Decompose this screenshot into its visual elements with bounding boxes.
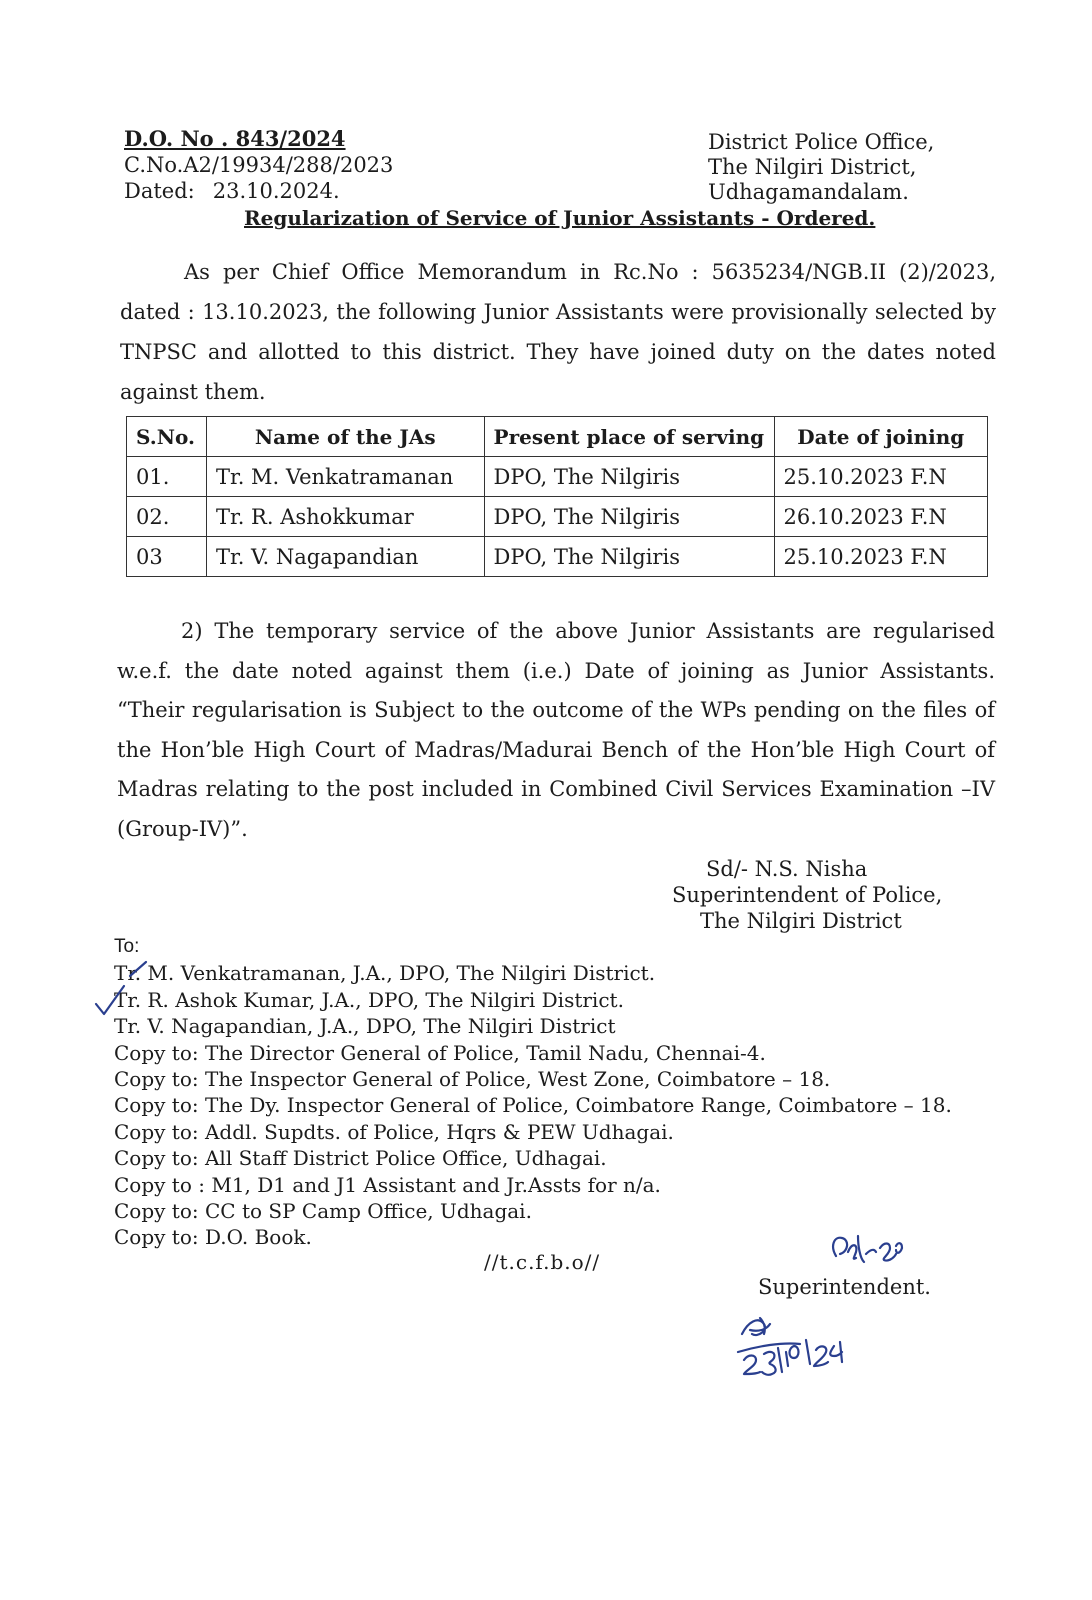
table-cell: 25.10.2023 F.N (774, 537, 987, 577)
junior-assistants-table (126, 416, 988, 577)
column-header: Present place of serving (484, 417, 774, 457)
office-address (708, 130, 934, 205)
list-item: Copy to: D.O. Book. (114, 1225, 312, 1250)
dated-line (124, 178, 393, 204)
office-line: Udhagamandalam. (708, 180, 909, 204)
table-cell: DPO, The Nilgiris (484, 457, 774, 497)
reference-block (124, 126, 393, 204)
signatory-name: Sd/- N.S. Nisha (706, 857, 868, 881)
dated-label: Dated: (124, 179, 195, 203)
initials-underline (738, 1343, 800, 1352)
table-cell: Tr. V. Nagapandian (206, 537, 484, 577)
table-cell: DPO, The Nilgiris (484, 537, 774, 577)
column-header: Date of joining (774, 417, 987, 457)
do-number: D.O. No . 843/2024 (124, 126, 346, 151)
list-item: Copy to: The Inspector General of Police, West Zone, Coimbatore – 18. (114, 1067, 831, 1092)
list-item: Tr. V. Nagapandian, J.A., DPO, The Nilgiri District (114, 1014, 616, 1039)
table-cell: 02. (127, 497, 207, 537)
table-cell: 25.10.2023 F.N (774, 457, 987, 497)
signatory-block (672, 856, 942, 934)
initials-mark (742, 1318, 770, 1335)
superintendent-label: Superintendent. (758, 1275, 931, 1299)
table-row (127, 497, 988, 537)
dated-value: 23.10.2024. (212, 179, 340, 203)
column-header: Name of the JAs (206, 417, 484, 457)
table-cell: 26.10.2023 F.N (774, 497, 987, 537)
table-row (127, 457, 988, 497)
c-number: C.No.A2/19934/288/2023 (124, 153, 394, 177)
list-item: Tr. M. Venkatramanan, J.A., DPO, The Nilgiri District. (114, 961, 656, 986)
signatory-designation: Superintendent of Police, (672, 883, 943, 907)
office-line: District Police Office, (708, 130, 935, 154)
table-cell: 01. (127, 457, 207, 497)
date-mark (744, 1340, 842, 1375)
signatory-district: The Nilgiri District (700, 909, 902, 933)
list-item: Copy to: All Staff District Police Office, Udhagai. (114, 1146, 607, 1171)
distribution-list (114, 934, 952, 1251)
column-header: S.No. (127, 417, 207, 457)
paragraph-regularisation: 2) The temporary service of the above Junior Assistants are regularised w.e.f. the date noted against them (i.e.) Date of joining as Junior Assistants. “Their regularisation is Subject to the outcome of the WPs pending on the files of the Hon’ble High Court of Madras/Madurai Bench of the Hon’ble High Court of Madras relating to the post included in Combined Civil Services Examination –IV (Group-IV)”. (117, 619, 995, 841)
list-item: Copy to : M1, D1 and J1 Assistant and Jr.Assts for n/a. (114, 1172, 661, 1197)
office-line: The Nilgiri District, (708, 155, 917, 179)
list-item: Tr. R. Ashok Kumar, J.A., DPO, The Nilgiri District. (114, 987, 624, 1012)
subject-heading: Regularization of Service of Junior Assistants - Ordered. (244, 206, 876, 230)
table-row (127, 537, 988, 577)
to-label: To: (114, 936, 140, 957)
list-item: Copy to: The Director General of Police, Tamil Nadu, Chennai-4. (114, 1040, 766, 1065)
table-header-row (127, 417, 988, 457)
table-cell: DPO, The Nilgiris (484, 497, 774, 537)
table-cell: Tr. M. Venkatramanan (206, 457, 484, 497)
table-cell: Tr. R. Ashokkumar (206, 497, 484, 537)
list-item: Copy to: Addl. Supdts. of Police, Hqrs & PEW Udhagai. (114, 1119, 674, 1144)
paragraph-intro: As per Chief Office Memorandum in Rc.No : 5635234/NGB.II (2)/2023, dated : 13.10.2023, the following Junior Assistants were provisionally selected by TNPSC and allotted to this district. They have joined duty on the dates noted against them. (120, 260, 996, 404)
list-item: Copy to: CC to SP Camp Office, Udhagai. (114, 1199, 532, 1224)
list-item: Copy to: The Dy. Inspector General of Police, Coimbatore Range, Coimbatore – 18. (114, 1093, 952, 1118)
table-cell: 03 (127, 537, 207, 577)
true-copy-mark: //t.c.f.b.o// (484, 1250, 601, 1274)
